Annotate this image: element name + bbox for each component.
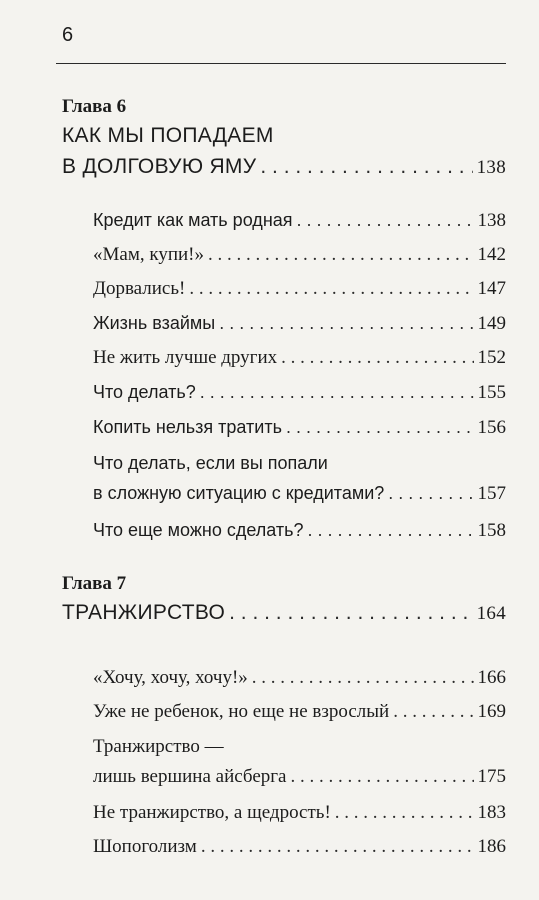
page-ref: 169 <box>477 701 506 722</box>
page-ref: 157 <box>477 483 506 504</box>
page-ref: 155 <box>477 382 506 403</box>
page-ref: 149 <box>477 313 506 334</box>
chapter-6-heading <box>62 94 506 183</box>
dot-leader <box>308 513 474 547</box>
entry-title: лишь вершина айсберга <box>93 766 287 787</box>
page-ref: 164 <box>476 603 506 624</box>
toc-entry[interactable] <box>93 661 506 695</box>
page-ref: 158 <box>477 520 506 541</box>
toc-row <box>93 478 506 509</box>
dot-leader <box>388 478 473 508</box>
dot-leader <box>252 661 474 695</box>
toc-row[interactable] <box>62 597 506 629</box>
entry-title: Уже не ребенок, но еще не взрослый <box>93 701 390 722</box>
entry-title: в сложную ситуацию с кредитами? <box>93 483 385 503</box>
entry-title: Что делать? <box>93 382 196 402</box>
dot-leader <box>297 203 474 237</box>
dot-leader <box>286 410 474 444</box>
toc-entry[interactable] <box>93 272 506 306</box>
dot-leader <box>189 272 473 306</box>
entry-title: Что еще можно сделать? <box>93 520 304 540</box>
toc-entry[interactable] <box>93 796 506 830</box>
toc-entry-multiline[interactable] <box>93 448 506 509</box>
dot-leader <box>229 597 472 628</box>
entry-title: Транжирство — <box>93 736 224 757</box>
entry-title: Что делать, если вы попали <box>93 453 328 473</box>
chapter-label: Глава 7 <box>62 573 127 594</box>
chapter-7-entries <box>93 661 506 864</box>
toc-entry[interactable] <box>93 513 506 548</box>
chapter-title-line: В ДОЛГОВУЮ ЯМУ <box>62 155 257 178</box>
toc-entry[interactable] <box>93 830 506 864</box>
chapter-6-entries <box>93 203 506 548</box>
entry-title: Шопоголизм <box>93 836 197 857</box>
chapter-7-heading <box>62 571 506 629</box>
toc-entry[interactable] <box>93 375 506 410</box>
toc-entry-multiline[interactable] <box>93 732 506 792</box>
dot-leader <box>219 306 473 340</box>
page-ref: 156 <box>477 417 506 438</box>
chapter-label: Глава 6 <box>62 96 127 117</box>
toc-entry[interactable] <box>93 695 506 729</box>
page-ref: 183 <box>477 802 506 823</box>
chapter-title-line: КАК МЫ ПОПАДАЕМ <box>62 124 274 147</box>
page-ref: 175 <box>477 766 506 787</box>
entry-title: «Мам, купи!» <box>93 244 204 265</box>
entry-title: «Хочу, хочу, хочу!» <box>93 667 248 688</box>
toc-entry[interactable] <box>93 341 506 375</box>
toc-entry[interactable] <box>93 306 506 341</box>
page-ref: 166 <box>477 667 506 688</box>
chapter-title-line: ТРАНЖИРСТВО <box>62 601 226 624</box>
dot-leader <box>281 341 473 375</box>
page-ref: 147 <box>477 278 506 299</box>
toc-row <box>93 762 506 792</box>
toc-row[interactable] <box>62 151 506 183</box>
toc-entry[interactable] <box>93 410 506 445</box>
page-ref: 138 <box>477 210 506 231</box>
entry-title: Жизнь взаймы <box>93 313 216 333</box>
entry-title: Кредит как мать родная <box>93 210 293 230</box>
page-ref: 152 <box>477 347 506 368</box>
entry-title: Не транжирство, а щедрость! <box>93 802 331 823</box>
header-rule <box>56 63 506 64</box>
dot-leader <box>200 375 474 409</box>
dot-leader <box>393 695 473 729</box>
page-number: 6 <box>62 24 74 46</box>
page-ref: 142 <box>477 244 506 265</box>
page-ref: 138 <box>476 157 506 178</box>
entry-title: Не жить лучше других <box>93 347 278 368</box>
dot-leader <box>335 796 474 830</box>
dot-leader <box>290 762 473 792</box>
dot-leader <box>208 238 474 272</box>
toc-entry[interactable] <box>93 238 506 272</box>
dot-leader <box>201 830 474 864</box>
toc-entry[interactable] <box>93 203 506 238</box>
entry-title: Дорвались! <box>93 278 186 299</box>
dot-leader <box>260 151 472 182</box>
page-ref: 186 <box>477 836 506 857</box>
entry-title: Копить нельзя тратить <box>93 417 282 437</box>
